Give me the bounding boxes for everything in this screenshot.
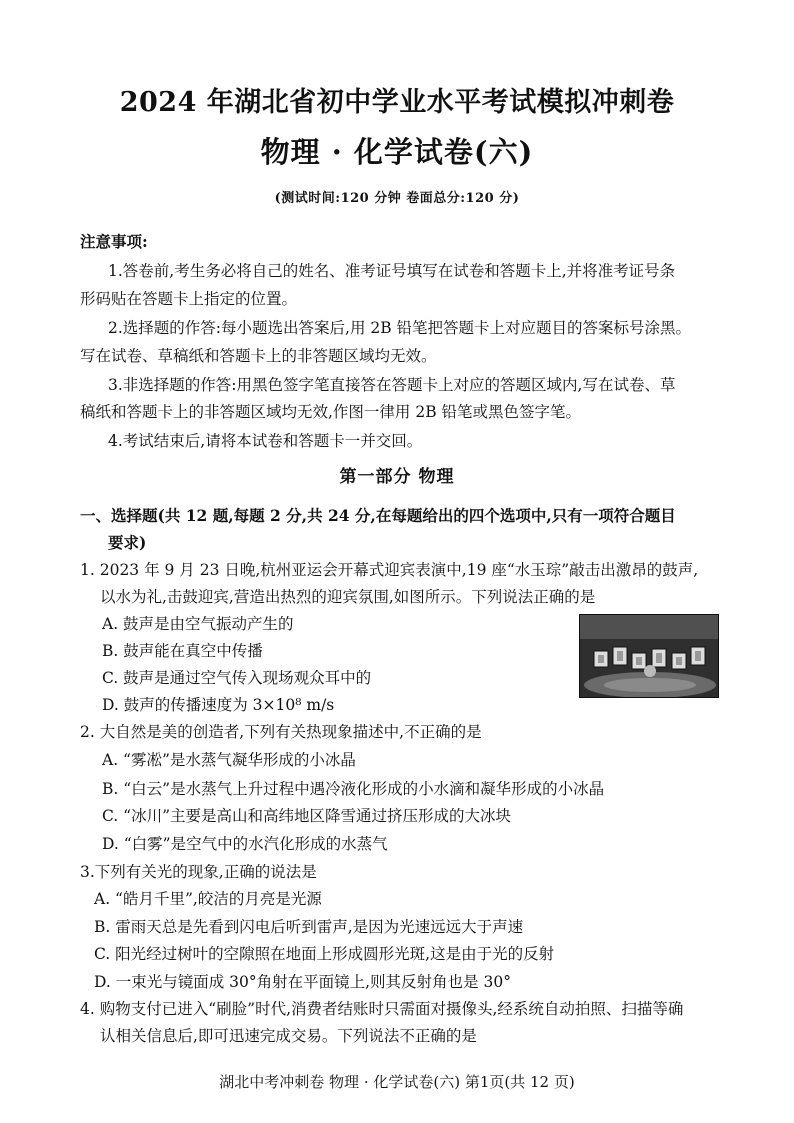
- question-2-option-b: B. “白云”是水蒸气上升过程中遇冷液化形成的小水滴和凝华形成的小冰晶: [102, 780, 605, 798]
- question-2-option-d: D. “白雾”是空气中的水汽化形成的水蒸气: [102, 835, 388, 853]
- question-1-option-c: C. 鼓声是通过空气传入现场观众耳中的: [102, 669, 372, 687]
- question-1-option-d: D. 鼓声的传播速度为 3×10⁸ m/s: [102, 696, 335, 714]
- exam-subtitle: 物理 · 化学试卷(六): [260, 135, 534, 169]
- notice-line: 1.答卷前,考生务必将自己的姓名、准考证号填写在试卷和答题卡上,并将准考证号条: [108, 262, 676, 280]
- part-heading: 要求): [108, 533, 147, 552]
- page-footer: 湖北中考冲刺卷 物理 · 化学试卷(六) 第1页(共 12 页): [219, 1073, 575, 1091]
- notice-line: 3.非选择题的作答:用黑色签字笔直接答在答题卡上对应的答题区域内,写在试卷、草: [108, 376, 676, 394]
- notice-line: 2.选择题的作答:每小题选出答案后,用 2B 铅笔把答题卡上对应题目的答案标号涂黑。: [108, 319, 692, 337]
- notice-line: 写在试卷、草稿纸和答题卡上的非答题区域均无效。: [80, 347, 437, 365]
- section-title: 第一部分 物理: [339, 467, 455, 487]
- question-1-stem: 1. 2023 年 9 月 23 日晚,杭州亚运会开幕式迎宾表演中,19 座“水玉琮”敲击出激昂的鼓声,: [80, 561, 699, 579]
- question-2-stem: 2. 大自然是美的创造者,下列有关热现象描述中,不正确的是: [80, 723, 482, 741]
- question-3-stem: 3.下列有关光的现象,正确的说法是: [80, 863, 317, 881]
- question-3-option-b: B. 雷雨天总是先看到闪电后听到雷声,是因为光速远远大于声速: [94, 918, 524, 936]
- question-1-option-a: A. 鼓声是由空气振动产生的: [102, 615, 294, 633]
- drum-performance-photo: [579, 614, 719, 698]
- question-3-option-d: D. 一束光与镜面成 30°角射在平面镜上,则其反射角也是 30°: [94, 973, 511, 991]
- notice-heading: 注意事项:: [80, 232, 148, 251]
- question-1-stem: 以水为礼,击鼓迎宾,营造出热烈的迎宾氛围,如图所示。下列说法正确的是: [100, 588, 596, 606]
- question-3-option-c: C. 阳光经过树叶的空隙照在地面上形成圆形光斑,这是由于光的反射: [94, 945, 555, 963]
- question-4-stem: 认相关信息后,即可迅速完成交易。下列说法不正确的是: [100, 1027, 477, 1045]
- question-2-option-c: C. “冰川”主要是高山和高纬地区降雪通过挤压形成的大冰块: [102, 807, 512, 825]
- question-2-option-a: A. “雾凇”是水蒸气凝华形成的小冰晶: [102, 751, 356, 769]
- notice-line: 形码贴在答题卡上指定的位置。: [80, 290, 298, 308]
- part-heading: 一、选择题(共 12 题,每题 2 分,共 24 分,在每题给出的四个选项中,只有一项符合题目: [80, 506, 676, 525]
- exam-title: 2024 年湖北省初中学业水平考试模拟冲刺卷: [119, 87, 675, 118]
- question-1-option-b: B. 鼓声能在真空中传播: [102, 642, 263, 660]
- notice-line: 稿纸和答题卡上的非答题区域均无效,作图一律用 2B 铅笔或黑色签字笔。: [80, 403, 582, 421]
- question-3-option-a: A. “皓月千里”,皎洁的月亮是光源: [94, 890, 322, 908]
- question-4-stem: 4. 购物支付已进入“刷脸”时代,消费者结账时只需面对摄像头,经系统自动拍照、扫描等确: [80, 1000, 684, 1018]
- notice-line: 4.考试结束后,请将本试卷和答题卡一并交回。: [108, 432, 423, 450]
- exam-meta: (测试时间:120 分钟 卷面总分:120 分): [274, 191, 520, 206]
